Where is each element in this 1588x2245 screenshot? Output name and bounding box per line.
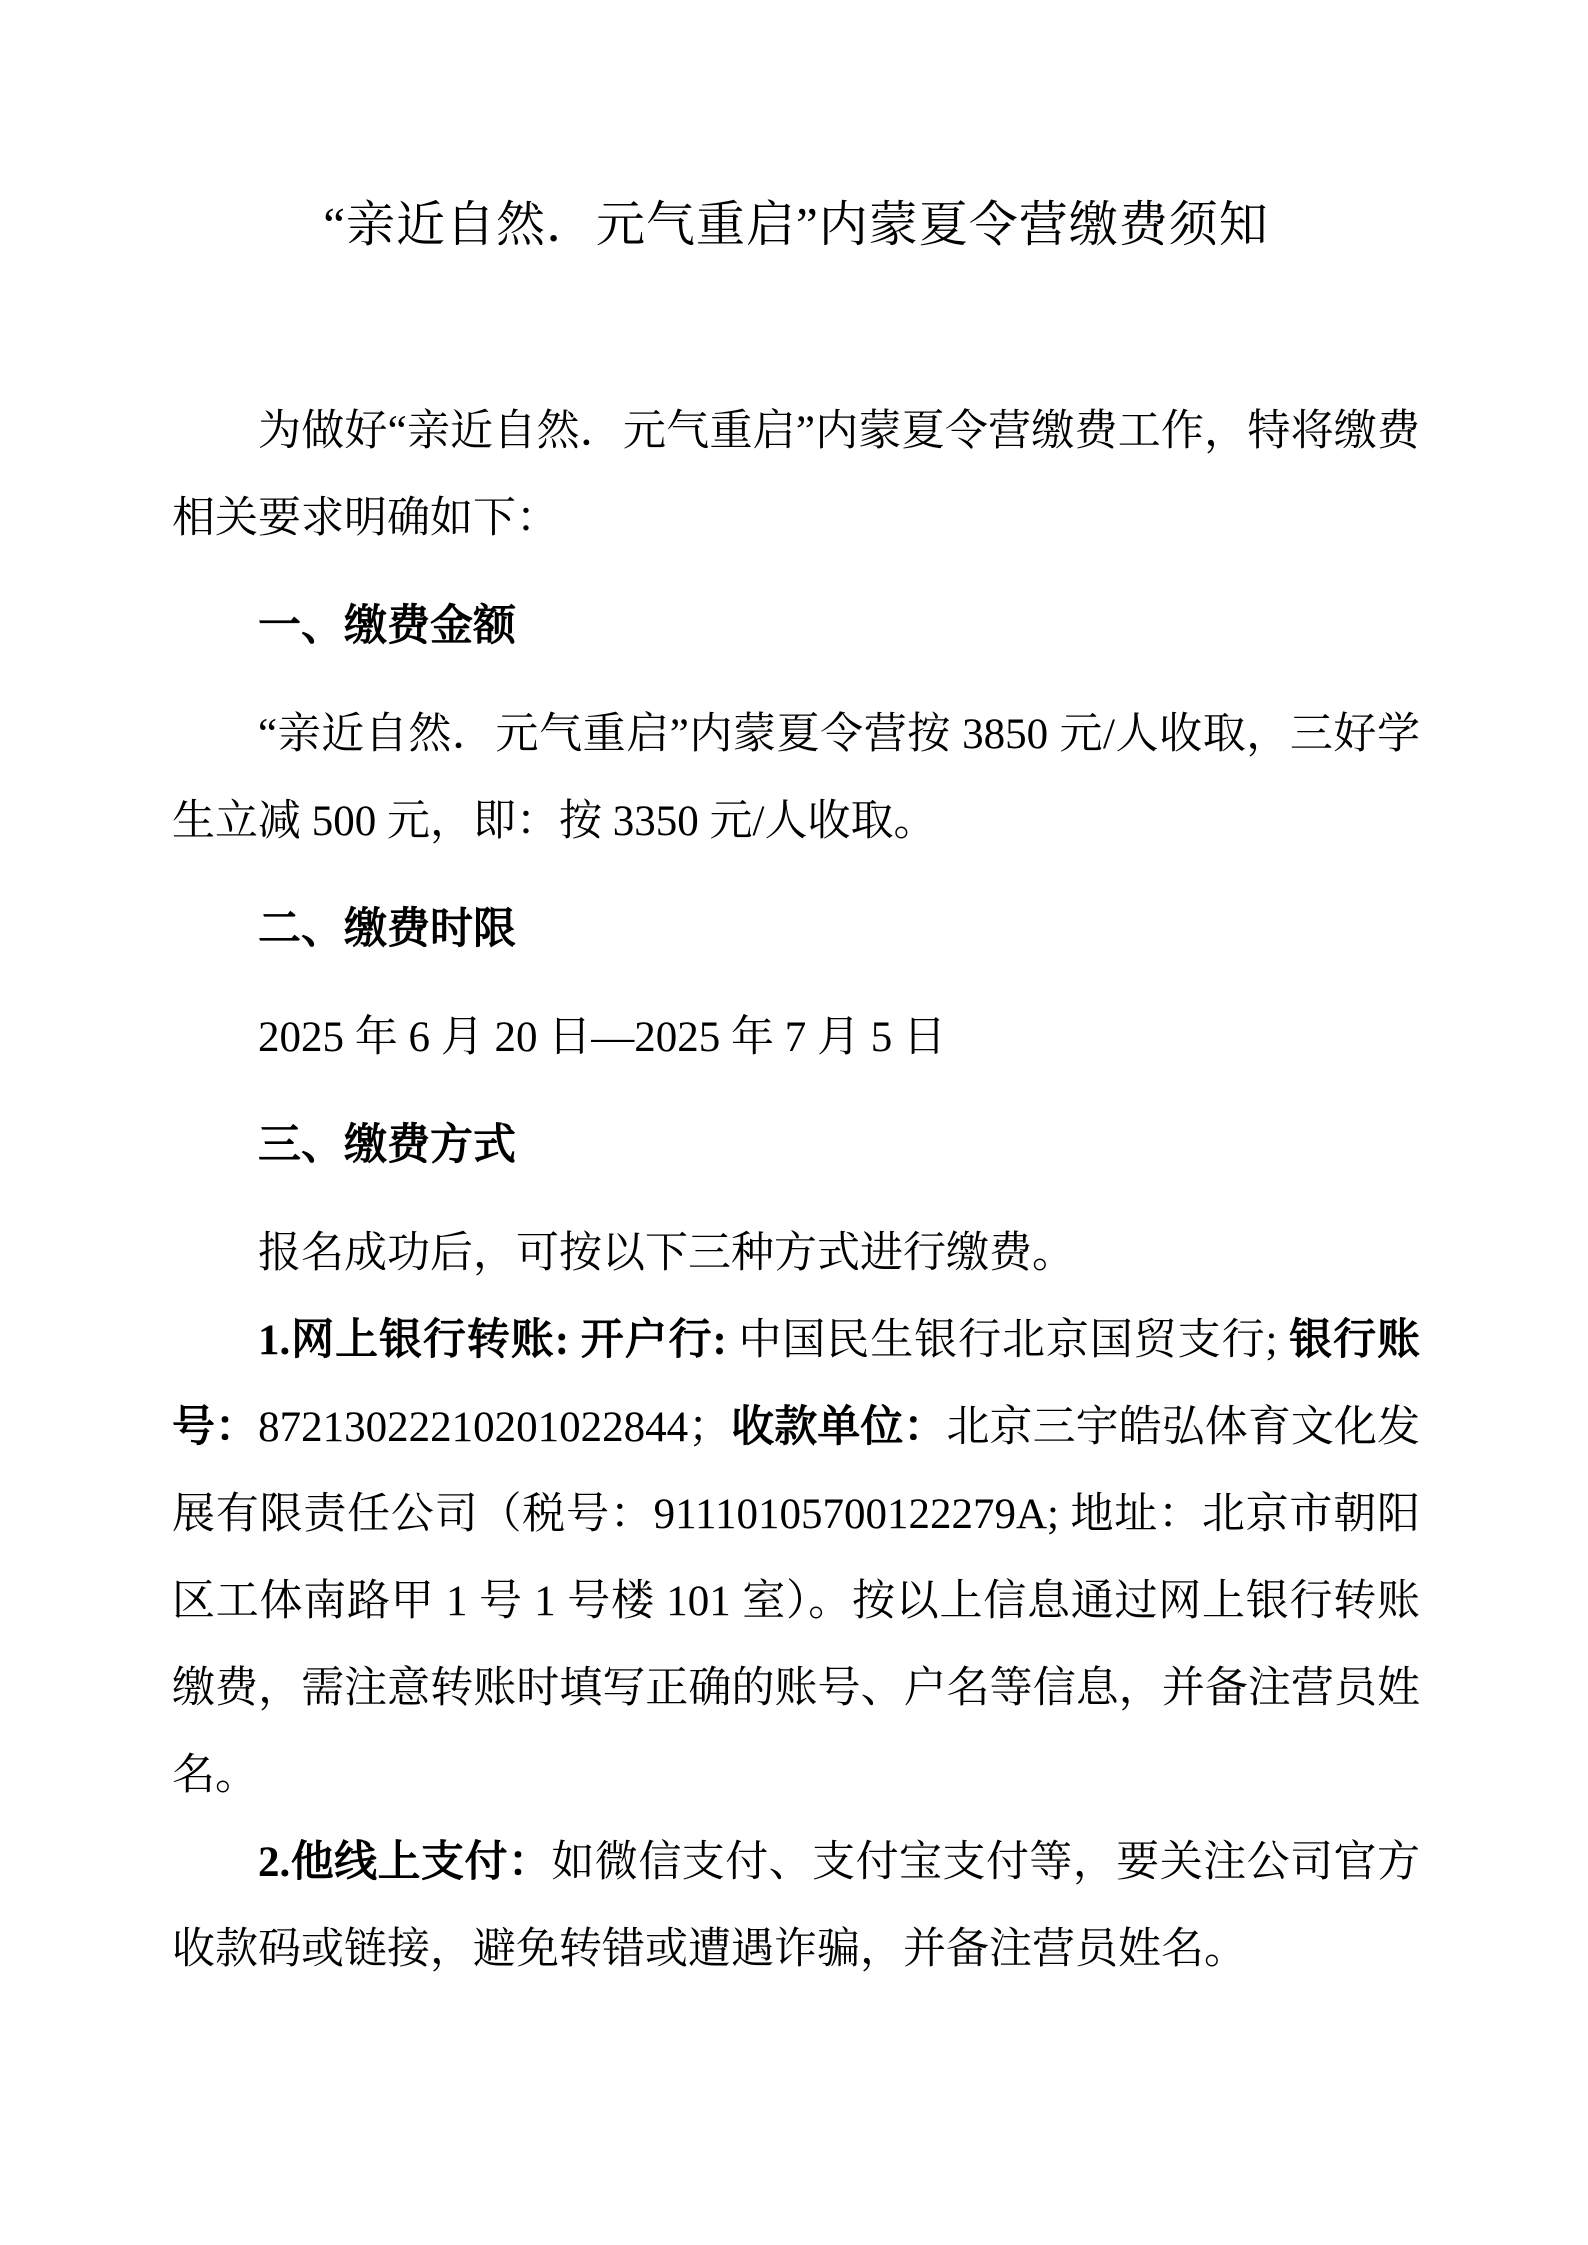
section-3-heading: 三、缴费方式 [258, 1122, 516, 1169]
section-2-body: 2025 年 6 月 20 日—2025 年 7 月 5 日 [258, 1014, 946, 1061]
method-2-label: 2.他线上支付： [258, 1839, 552, 1886]
payment-method-1 [172, 1297, 1420, 1819]
method-1-transfer-label: 1.网上银行转账: [258, 1317, 581, 1364]
section-2-heading: 二、缴费时限 [258, 906, 516, 953]
section-1-body: “亲近自然．元气重启”内蒙夏令营按 3850 元/人收取，三好学生立减 500 元，即：按 3350 元/人收取。 [172, 711, 1420, 845]
section-3-intro: 报名成功后，可按以下三种方式进行缴费。 [258, 1230, 1075, 1277]
method-1-payee-label: 收款单位： [731, 1404, 947, 1451]
method-1-payee-details: 北京三宇皓弘体育文化发展有限责任公司（税号：91110105700122279A; 地址：北京市朝阳区工体南路甲 1 号 1 号楼 101 室）。按以上信息通过网上银行转账缴费，需注意转账时填写正确的账号、户名等信息，并备注营员姓名。 [172, 1404, 1421, 1799]
intro-paragraph: 为做好“亲近自然．元气重启”内蒙夏令营缴费工作，特将缴费相关要求明确如下： [172, 408, 1420, 542]
payment-method-2 [172, 1819, 1420, 1993]
method-1-bank-label: 开户行: [580, 1317, 739, 1364]
method-1-bank-name: 中国民生银行北京国贸支行; [738, 1317, 1290, 1364]
method-1-account-number: 87213022210201022844； [258, 1404, 732, 1451]
method-2-body: 如微信支付、支付宝支付等，要关注公司官方收款码或链接，避免转错或遭遇诈骗，并备注营员姓名。 [172, 1839, 1421, 1973]
document-title: “亲近自然．元气重启”内蒙夏令营缴费须知 [323, 197, 1269, 252]
section-1-heading: 一、缴费金额 [258, 603, 516, 650]
method-1-account-label: 银行账号： [172, 1317, 1420, 1451]
